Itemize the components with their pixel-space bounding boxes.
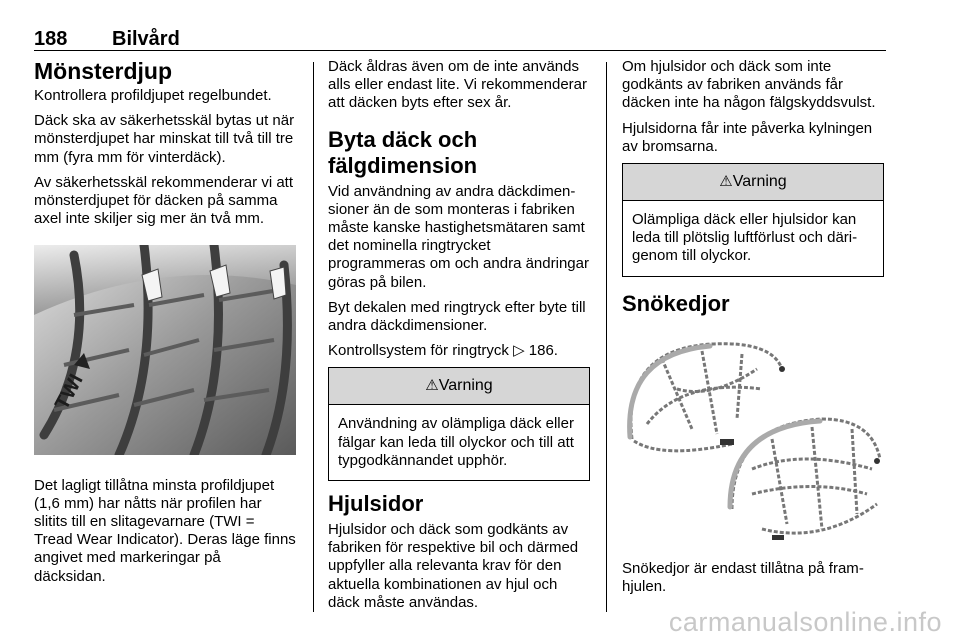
tpms-page-ref[interactable]: 186. bbox=[528, 342, 558, 360]
page-ref-icon: ▷ bbox=[513, 342, 525, 360]
header-rule bbox=[34, 50, 886, 51]
warning-box bbox=[328, 367, 590, 481]
paragraph: Byt dekalen med ringtryck efter byte till andra däckdimensioner. bbox=[328, 298, 586, 335]
warning-icon: ⚠ bbox=[425, 377, 439, 395]
heading-hubcaps: Hjulsidor bbox=[328, 491, 424, 517]
page-header bbox=[34, 26, 886, 52]
paragraph bbox=[328, 342, 590, 360]
column-2 bbox=[328, 58, 590, 619]
paragraph: Hjulsidorna får inte påverka kylningen av bromsarna. bbox=[622, 119, 873, 155]
heading-snow-chains: Snökedjor bbox=[622, 290, 730, 316]
warning-icon: ⚠ bbox=[719, 173, 733, 191]
paragraph: Av säkerhetsskäl rekommenderar vi att mönsterdjupet för däcken på samma axel inte skiljer sig mer än två mm. bbox=[34, 173, 293, 228]
heading-change-tyre-size: Byta däck och fälgdimension bbox=[328, 126, 478, 178]
twi-label: TWI bbox=[50, 371, 88, 414]
column-divider bbox=[606, 62, 607, 612]
warning-title: Varning bbox=[732, 173, 787, 191]
paragraph: Däck ska av säkerhetsskäl bytas ut när mönsterdjupet har minskat till två till tre mm (fyra mm för vinterdäck). bbox=[34, 112, 295, 166]
page-number: 188 bbox=[34, 28, 68, 50]
paragraph: Om hjulsidor och däck som inte godkänts av fabriken används får däcken inte ha någon fälgskyddsvulst. bbox=[622, 58, 876, 112]
paragraph: Det lagligt tillåtna minsta profildjupet (1,6 mm) har nåtts när profilen har slitits till en slitagevarnare (TWI = Tread Wear Indicator). Deras läge finns angivet med markeringar på däcksidan. bbox=[34, 476, 296, 585]
paragraph: Vid användning av andra däckdimensioner än de som monteras i fabriken måste kanske hastighetsmätaren samt det nominella ringtrycket programmeras om och andra ändringar göras på bilen. bbox=[328, 182, 589, 291]
watermark: carmanualsonline.info bbox=[668, 607, 942, 637]
paragraph: Däck åldras även om de inte används alls eller endast lite. Vi rekommenderar att däcken byts efter sex år. bbox=[328, 58, 588, 112]
column-divider bbox=[313, 62, 314, 612]
snow-chain-illustration bbox=[622, 329, 884, 541]
tpms-text: Kontrollsystem för ringtryck bbox=[328, 342, 509, 360]
warning-header bbox=[329, 368, 589, 405]
paragraph: Kontrollera profildjupet regelbundet. bbox=[34, 87, 272, 104]
paragraph: Hjulsidor och däck som godkänts av fabriken för respektive bil och därmed uppfyller alla relevanta krav för den aktuella kombinationen av hjul och däck måste användas. bbox=[328, 521, 579, 611]
section-title: Bilvård bbox=[112, 28, 180, 50]
warning-title: Varning bbox=[438, 377, 493, 395]
heading-tread-depth: Mönsterdjup bbox=[34, 58, 172, 84]
warning-body: Olämpliga däck eller hjulsidor kan leda till plötslig luftförlust och därigenom till olyckor. bbox=[632, 211, 858, 265]
warning-body: Användning av olämpliga däck eller fälgar kan leda till olyckor och till att typgodkännandet upphör. bbox=[338, 415, 574, 469]
column-1 bbox=[34, 58, 296, 593]
warning-box bbox=[622, 163, 884, 277]
paragraph: Snökedjor är endast tillåtna på framhjulen. bbox=[622, 559, 864, 596]
warning-header bbox=[623, 164, 883, 201]
column-3 bbox=[622, 58, 884, 603]
tire-tread-illustration bbox=[34, 245, 296, 455]
